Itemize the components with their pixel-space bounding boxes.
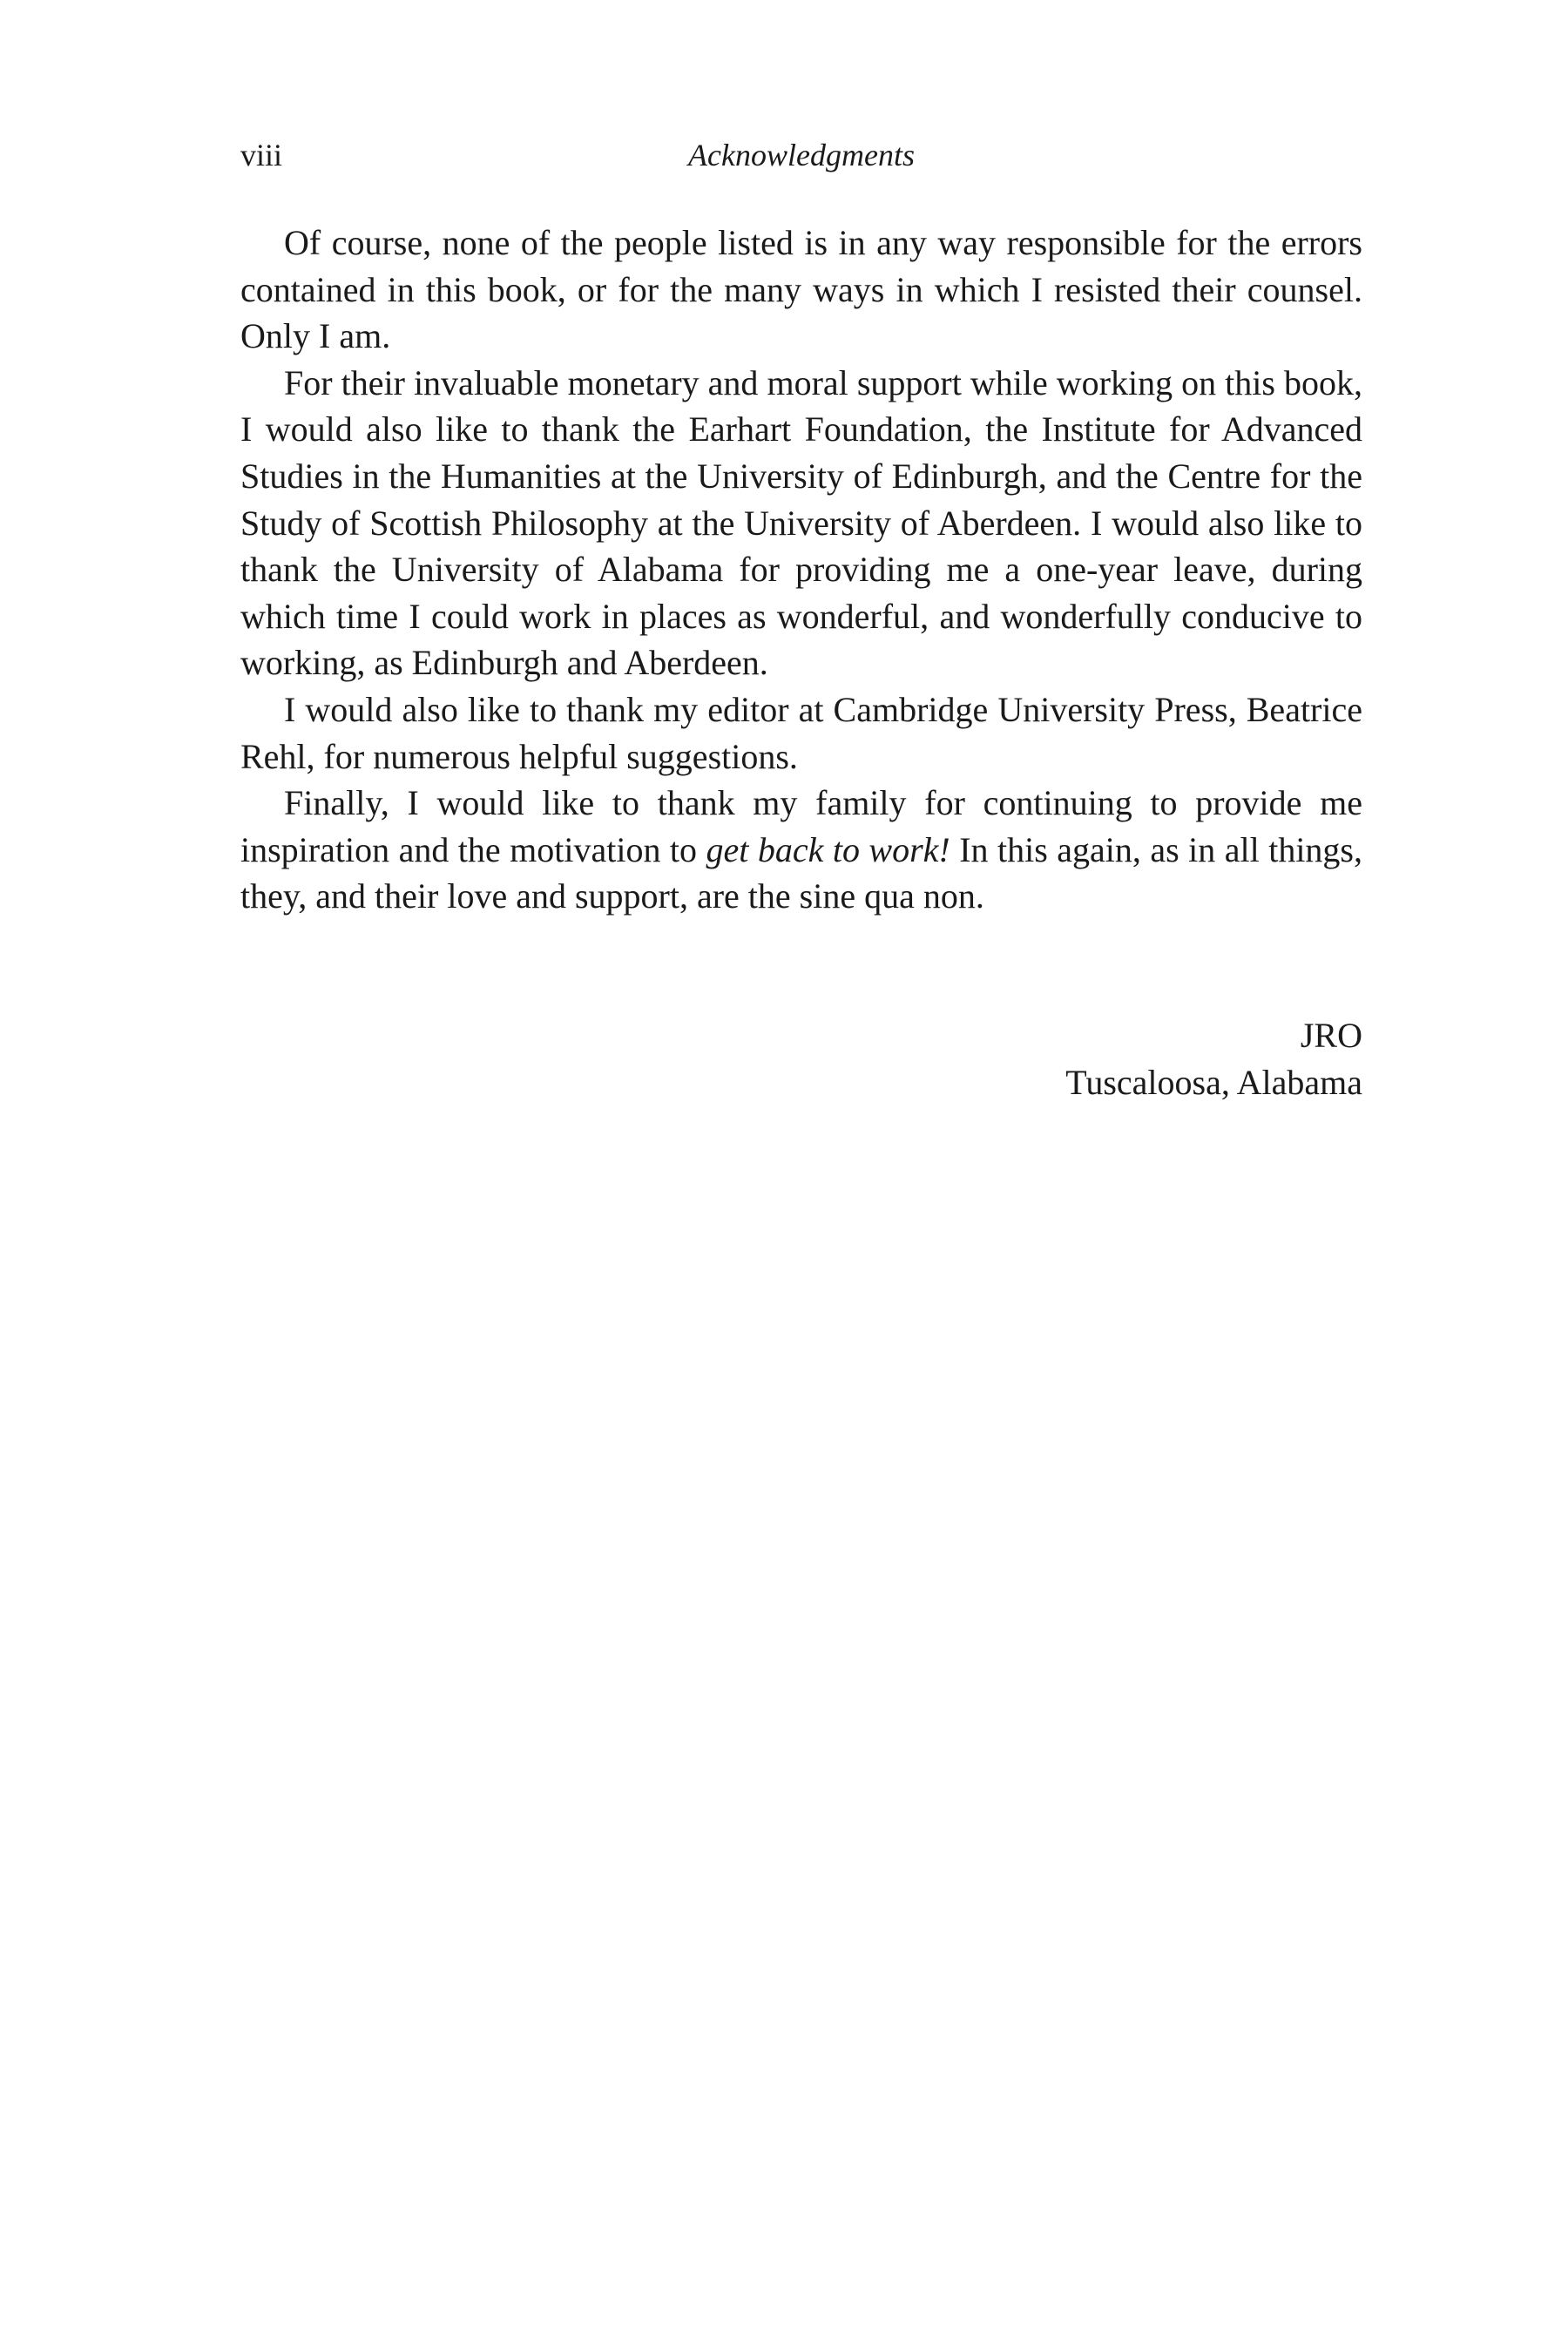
- paragraph-responsibility: Of course, none of the people listed is in any way responsible for the errors contained in this book, or for the many ways in which I resisted their counsel. Only I am.: [240, 223, 1362, 356]
- paragraph-editor: I would also like to thank my editor at Cambridge University Press, Beatrice Rehl, for numerous helpful suggestions.: [240, 689, 1362, 776]
- paragraph-funding: For their invaluable monetary and moral support while working on this book, I would also like to thank the Earhart Foundation, the Institute for Advanced Studies in the Humanities at the University of Edinburgh, and the Centre for the Study of Scottish Philosophy at the University of Aberdeen. I would also like to thank the University of Alabama for providing me a one-year leave, during which time I could work in places as wonderful, and wonderfully conducive to working, as Edinburgh and Aberdeen.: [240, 362, 1362, 683]
- acknowledgments-body: [240, 220, 1362, 920]
- paragraph-family-lead: Finally, I would like to thank my family for continuing to provide me inspiration and the motivation to: [240, 783, 1362, 869]
- paragraph-family-emphasis: get back to work!: [706, 829, 950, 869]
- paragraph-family: [240, 780, 1362, 920]
- signature-block: [240, 1012, 1362, 1105]
- author-initials: JRO: [1300, 1016, 1362, 1055]
- running-title: Acknowledgments: [688, 138, 915, 172]
- paragraph-family-tail: In this again, as in all things, they, and their love and support, are the sine qua non.: [240, 829, 1362, 916]
- page-number: viii: [240, 138, 283, 172]
- running-head: [240, 129, 1362, 181]
- author-location: Tuscaloosa, Alabama: [1065, 1062, 1362, 1102]
